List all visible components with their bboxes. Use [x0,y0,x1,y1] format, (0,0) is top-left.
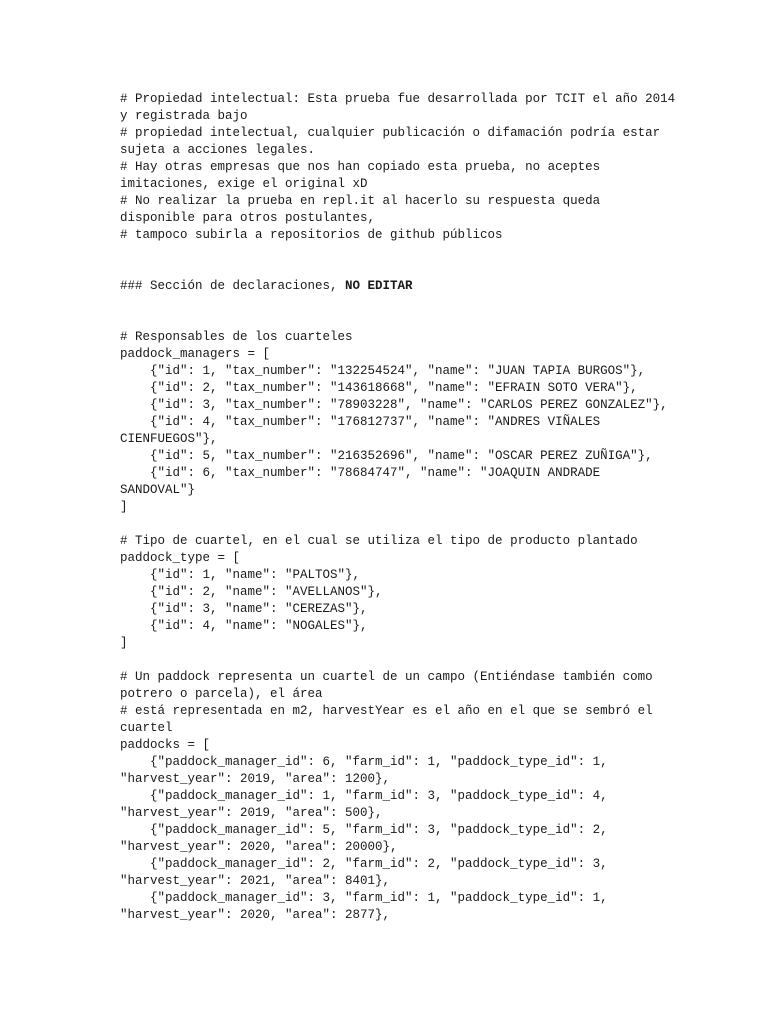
code-line: # propiedad intelectual, cualquier publicación o difamación podría estar [120,126,661,140]
code-line: # Hay otras empresas que nos han copiado esta prueba, no aceptes [120,160,601,174]
code-line: cuartel [120,721,173,735]
code-line: "harvest_year": 2020, "area": 20000}, [120,840,398,854]
code-line: # Un paddock representa un cuartel de un campo (Entiéndase también como [120,670,653,684]
code-line: disponible para otros postulantes, [120,211,376,225]
code-line: sujeta a acciones legales. [120,143,316,157]
code-line: {"id": 2, "tax_number": "143618668", "name": "EFRAIN SOTO VERA"}, [120,381,638,395]
code-line: ] [120,636,128,650]
code-line: {"paddock_manager_id": 2, "farm_id": 2, "paddock_type_id": 3, [120,857,608,871]
code-line: {"id": 1, "tax_number": "132254524", "name": "JUAN TAPIA BURGOS"}, [120,364,646,378]
code-line: "harvest_year": 2020, "area": 2877}, [120,908,391,922]
code-line: {"paddock_manager_id": 6, "farm_id": 1, "paddock_type_id": 1, [120,755,608,769]
code-line: {"id": 6, "tax_number": "78684747", "name": "JOAQUIN ANDRADE [120,466,601,480]
code-line: {"id": 2, "name": "AVELLANOS"}, [120,585,383,599]
code-line: SANDOVAL"} [120,483,196,497]
code-line: # No realizar la prueba en repl.it al hacerlo su respuesta queda [120,194,601,208]
header-comments [120,91,676,244]
paddock-type-block [120,533,660,652]
paddock-managers-block [120,329,668,516]
code-line: {"id": 3, "name": "CEREZAS"}, [120,602,368,616]
code-line: CIENFUEGOS"}, [120,432,218,446]
code-line: {"id": 5, "tax_number": "216352696", "name": "OSCAR PEREZ ZUÑIGA"}, [120,449,653,463]
code-line: imitaciones, exige el original xD [120,177,368,191]
code-line: "harvest_year": 2021, "area": 8401}, [120,874,391,888]
code-line: # Responsables de los cuarteles [120,330,353,344]
code-line: {"paddock_manager_id": 5, "farm_id": 3, "paddock_type_id": 2, [120,823,608,837]
code-line: # está representada en m2, harvestYear es el año en el que se sembró el [120,704,653,718]
code-line: ] [120,500,128,514]
paddocks-block [120,669,660,924]
code-listing [120,91,676,924]
section-heading-emphasis: NO EDITAR [345,279,413,293]
section-heading [120,278,660,295]
code-line: "harvest_year": 2019, "area": 1200}, [120,772,391,786]
code-line: {"paddock_manager_id": 1, "farm_id": 3, "paddock_type_id": 4, [120,789,608,803]
code-line: potrero o parcela), el área [120,687,323,701]
code-line: # Tipo de cuartel, en el cual se utiliza el tipo de producto plantado [120,534,638,548]
code-line: {"id": 4, "tax_number": "176812737", "name": "ANDRES VIÑALES [120,415,601,429]
code-line: {"id": 1, "name": "PALTOS"}, [120,568,361,582]
code-line: # tampoco subirla a repositorios de github públicos [120,228,503,242]
code-line: # Propiedad intelectual: Esta prueba fue desarrollada por TCIT el año 2014 [120,92,676,106]
code-line: {"paddock_manager_id": 3, "farm_id": 1, "paddock_type_id": 1, [120,891,608,905]
code-line: "harvest_year": 2019, "area": 500}, [120,806,383,820]
code-line: {"id": 3, "tax_number": "78903228", "name": "CARLOS PEREZ GONZALEZ"}, [120,398,668,412]
code-line: paddock_managers = [ [120,347,271,361]
section-heading-prefix: ### Sección de declaraciones, [120,279,346,293]
code-line: {"id": 4, "name": "NOGALES"}, [120,619,368,633]
code-line: y registrada bajo [120,109,248,123]
code-line: paddock_type = [ [120,551,241,565]
code-line: paddocks = [ [120,738,211,752]
